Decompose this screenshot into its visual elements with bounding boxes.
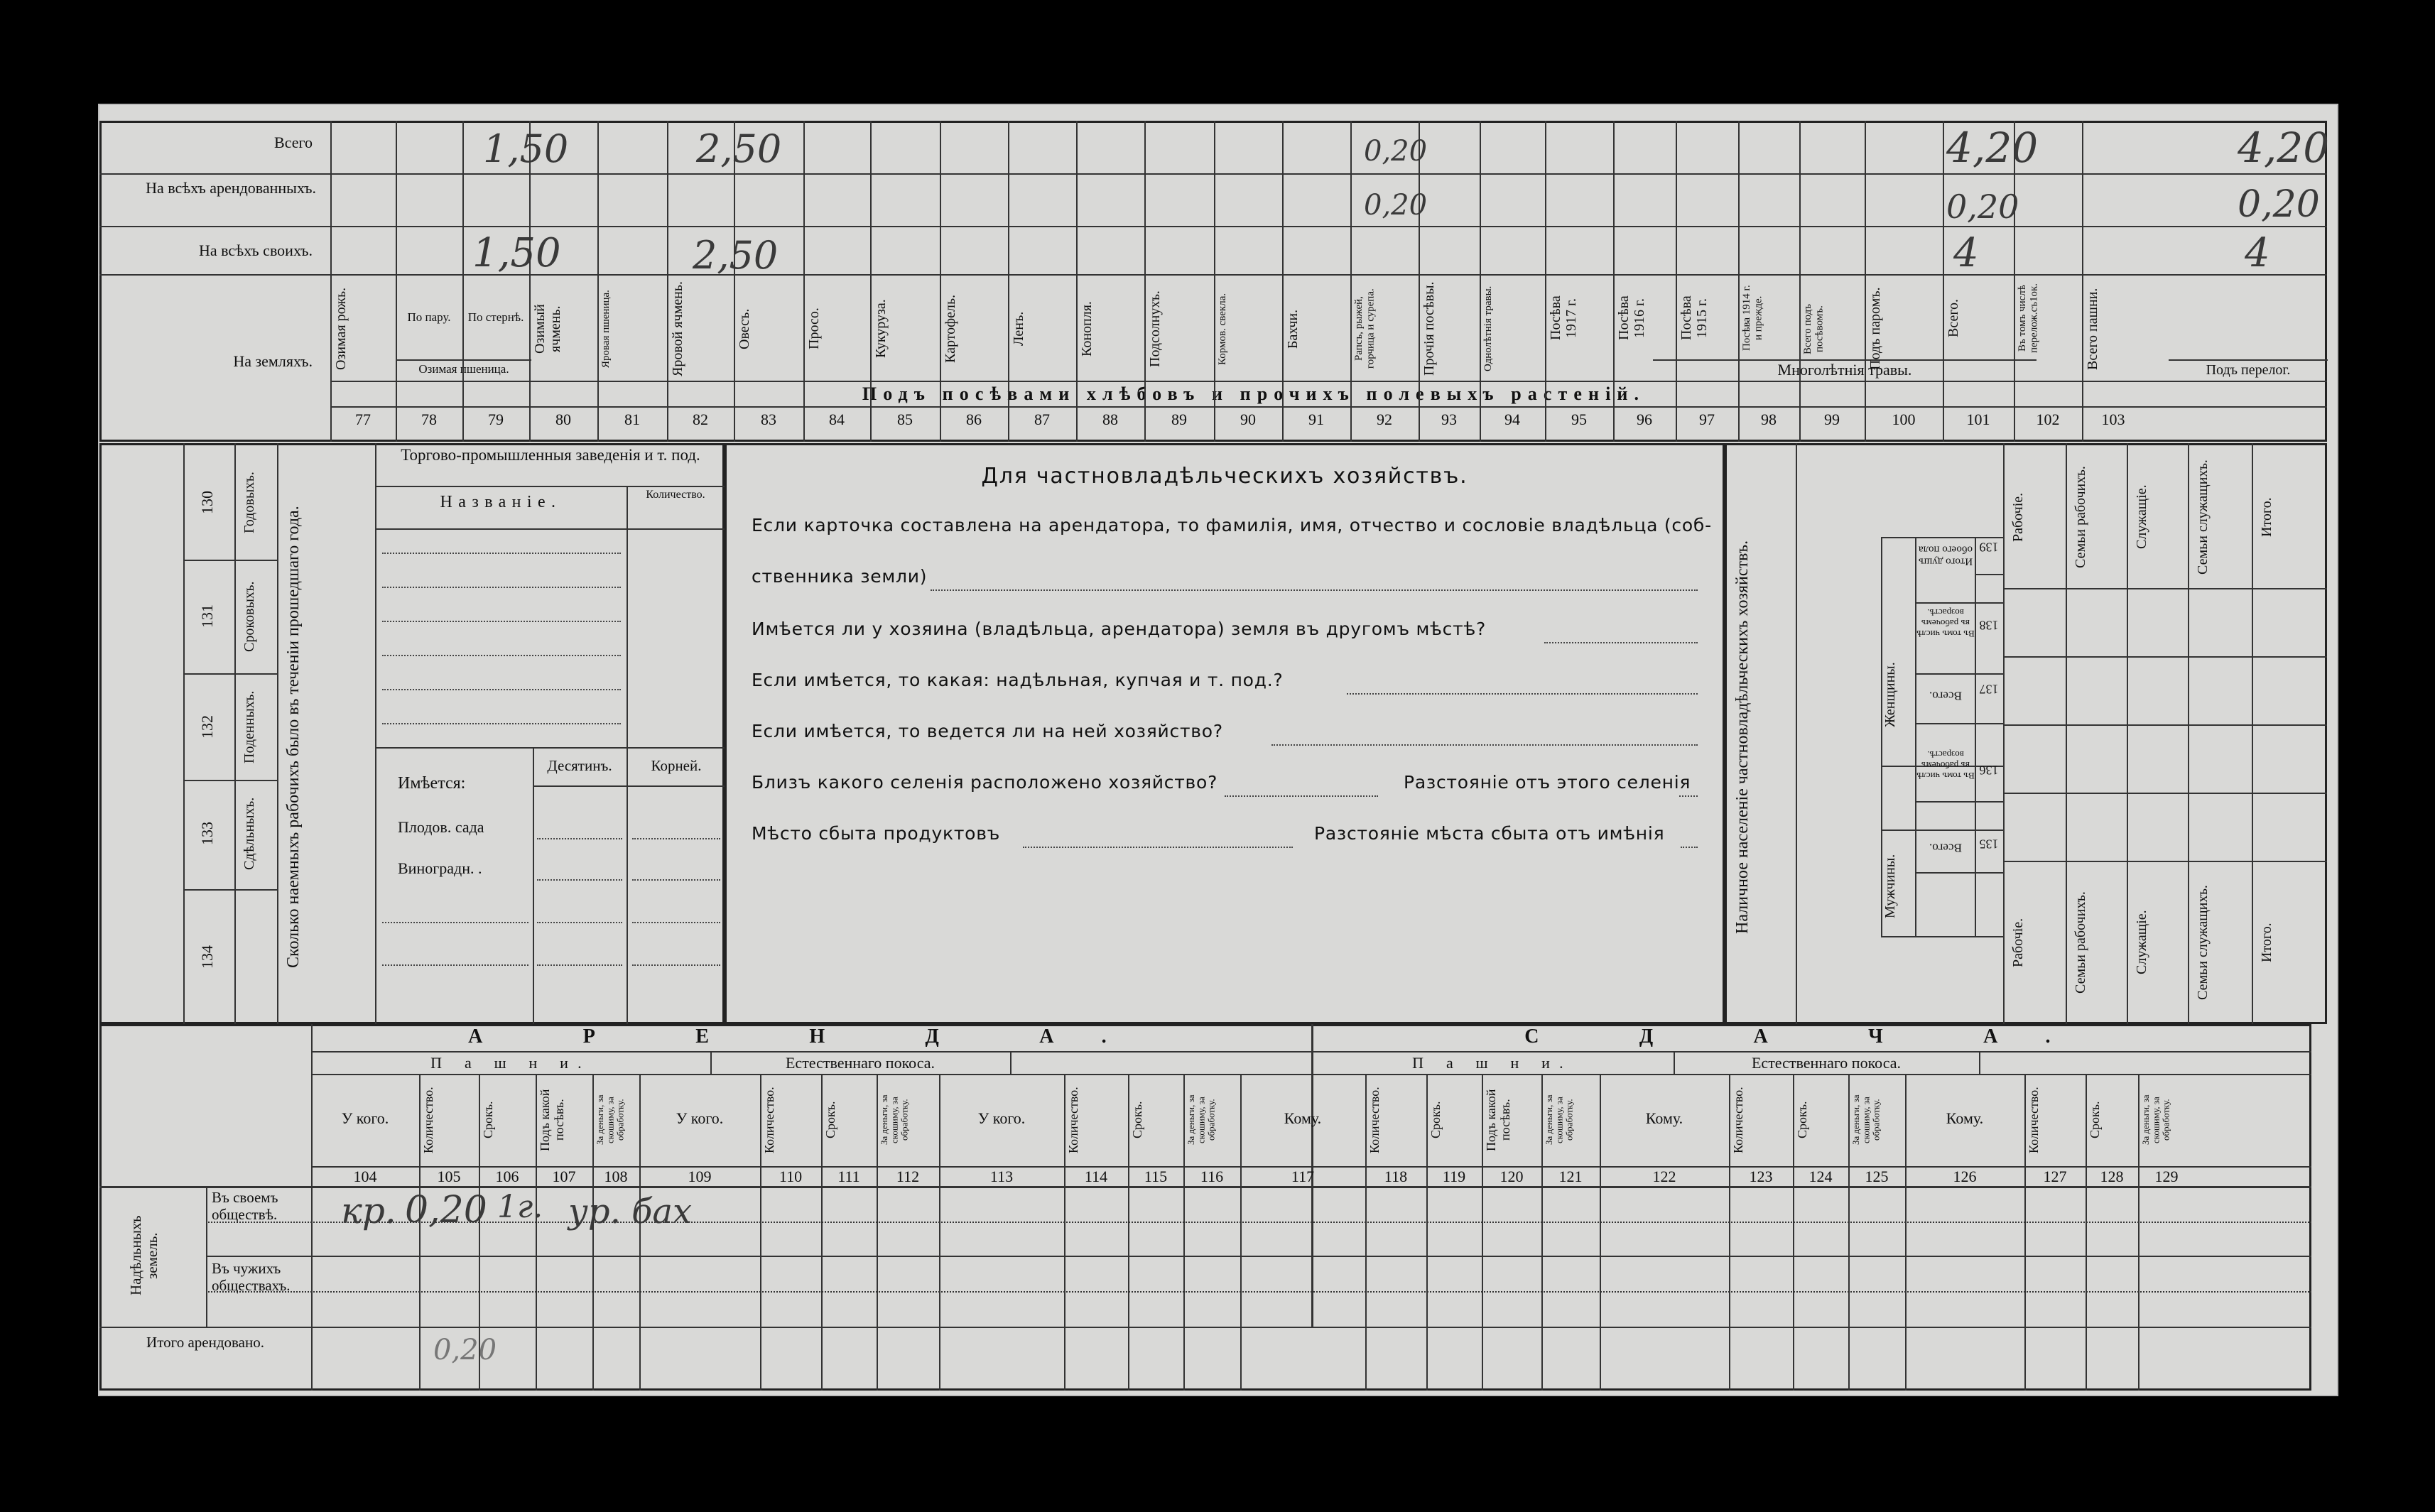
group-mnogoletnie: Многолѣтнія травы. — [1777, 361, 1912, 379]
row-label-rented: На всѣхъ арендованныхъ. — [146, 179, 316, 197]
lease-header-119: Срокъ. — [1428, 1101, 1443, 1139]
pop-col-workers-top: Рабочіе. — [2010, 492, 2026, 542]
lease-col-num-120: 120 — [1499, 1168, 1524, 1185]
lease-col-num-106: 106 — [495, 1168, 519, 1185]
crop-header-94: Однолѣтнія травы. — [1482, 285, 1494, 372]
crop-header-80: Озимый ячмень. — [532, 304, 563, 354]
lease-header-113: У кого. — [977, 1109, 1026, 1127]
pop-col-employee-families-bottom: Семьи служащихъ. — [2195, 885, 2211, 1000]
crop-col-num-89: 89 — [1171, 410, 1187, 428]
q-near-village: Близъ какого селенія расположено хозяйство? — [752, 772, 1218, 793]
hw-itogo-qty: 0,20 — [433, 1334, 497, 1366]
pop-women: Женщины. — [1882, 662, 1898, 727]
hw-own-yach: 2,50 — [693, 233, 779, 278]
row-label-own: На всѣхъ своихъ. — [199, 241, 313, 259]
lease-header-110: Количество. — [762, 1087, 776, 1153]
crop-header-101: Всего. — [1946, 298, 1961, 338]
lease-col-num-104: 104 — [353, 1168, 377, 1185]
lease-col-num-118: 118 — [1384, 1168, 1408, 1185]
lease-header-107: Подъ какой посѣвъ. — [538, 1089, 566, 1151]
hw-row1-kogo: кр. — [341, 1190, 396, 1231]
q-market: Мѣсто сбыта продуктовъ — [752, 823, 1001, 844]
crop-col-num-95: 95 — [1571, 410, 1587, 428]
lease-col-num-110: 110 — [779, 1168, 803, 1185]
hire-label-daily: Поденныхъ. — [242, 690, 257, 764]
crop-col-num-103: 103 — [2101, 410, 2125, 428]
hw-total-pashni: 4,20 — [2238, 124, 2330, 172]
crop-col-num-102: 102 — [2036, 410, 2060, 428]
pop-women-total: Всего. — [1929, 689, 1962, 703]
crop-col-num-97: 97 — [1699, 410, 1715, 428]
lease-col-num-123: 123 — [1749, 1168, 1773, 1185]
crop-col-num-77: 77 — [355, 410, 371, 428]
hw-total-yach: 2,50 — [696, 126, 782, 171]
crop-header-84: Просо. — [806, 308, 822, 350]
pop-num-139: 139 — [1979, 540, 1999, 555]
crop-header-92: Рапсъ, рыжей, горчица и сурепа. — [1353, 288, 1377, 369]
q-owner-line1: Если карточка составлена на арендатора, то фамилія, имя, отчество и сословіе владѣльца (соб- — [752, 515, 1712, 535]
crop-header-96: Посѣва 1916 г. — [1616, 295, 1647, 341]
group-nadel: Надѣльныхъ земель. — [127, 1215, 161, 1296]
group-perelog: Подъ перелог. — [2206, 362, 2291, 378]
imeetsya-label: Имѣется: — [398, 774, 466, 793]
hire-label-annual: Годовыхъ. — [242, 472, 257, 534]
crop-header-103: Всего пашни. — [2085, 288, 2100, 370]
lease-col-num-108: 108 — [604, 1168, 628, 1185]
pop-men-working: Въ томъ числѣ въ рабочемъ возрастѣ. — [1916, 749, 1975, 781]
lease-header-109: У кого. — [676, 1109, 724, 1127]
lease-col-num-126: 126 — [1953, 1168, 1977, 1185]
lease-col-num-111: 111 — [837, 1168, 860, 1185]
crop-header-86: Картофель. — [943, 294, 958, 364]
row-chuzh: Въ чужихъ обществахъ. — [212, 1260, 291, 1295]
crop-header-89: Подсолнухъ. — [1147, 290, 1163, 367]
lease-header-123: Количество. — [1731, 1087, 1745, 1153]
crop-header-81: Яровая пшеница. — [600, 290, 612, 368]
lease-col-num-124: 124 — [1808, 1168, 1833, 1185]
lease-col-num-115: 115 — [1144, 1168, 1168, 1185]
lease-col-num-112: 112 — [896, 1168, 920, 1185]
crop-col-num-99: 99 — [1824, 410, 1840, 428]
lease-header-106: Срокъ. — [481, 1101, 495, 1139]
crop-header-85: Кукуруза. — [873, 299, 889, 359]
lease-col-num-128: 128 — [2100, 1168, 2124, 1185]
row-label-on-lands: На земляхъ. — [233, 352, 313, 370]
lease-header-108: За деньги, за скошиму, за обработку. — [595, 1094, 626, 1146]
population-title: Наличное населеніе частновладѣльческихъ хозяйствъ. — [1733, 540, 1752, 935]
pop-itogo-label: Итого душъ обоего пола — [1918, 543, 1973, 567]
crop-col-num-100: 100 — [1892, 410, 1916, 428]
q-farming: Если имѣется, то ведется ли на ней хозяйство? — [752, 721, 1223, 741]
crop-col-num-91: 91 — [1308, 410, 1324, 428]
hire-num-132: 132 — [198, 715, 216, 739]
lease-col-num-117: 117 — [1291, 1168, 1315, 1185]
crop-header-77: Озимая рожь. — [333, 287, 349, 371]
pop-col-itogo-top: Итого. — [2259, 497, 2274, 537]
workers-trade-block — [99, 443, 725, 1024]
lease-header-122: Кому. — [1645, 1109, 1683, 1127]
hire-num-130: 130 — [198, 491, 216, 515]
crop-header-83: Овесъ. — [737, 308, 752, 349]
trade-qty-header: Количество. — [646, 489, 705, 501]
lease-header-115: Срокъ. — [1130, 1101, 1144, 1139]
row-itogo: Итого арендовано. — [146, 1334, 264, 1351]
crop-col-num-84: 84 — [829, 410, 845, 428]
crop-col-num-94: 94 — [1504, 410, 1520, 428]
hire-label-term: Сроковыхъ. — [242, 581, 257, 652]
crop-header-93: Прочія посѣвы. — [1421, 281, 1437, 376]
hw-row1-qty: 0,20 — [405, 1189, 487, 1231]
crop-header-90: Кормов. свекла. — [1217, 293, 1228, 365]
pop-col-itogo-bottom: Итого. — [2259, 923, 2274, 962]
lease-col-num-125: 125 — [1865, 1168, 1889, 1185]
lease-col-num-107: 107 — [552, 1168, 576, 1185]
crop-header-78: По пару. — [407, 310, 451, 324]
lease-col-num-109: 109 — [688, 1168, 712, 1185]
crop-col-num-92: 92 — [1377, 410, 1392, 428]
lease-header-120: Подъ какой посѣвъ. — [1484, 1089, 1512, 1151]
crop-band-title: Подъ посѣвами хлѣбовъ и прочихъ полевыхъ растеній. — [862, 384, 1646, 404]
crop-header-88: Конопля. — [1079, 301, 1095, 357]
q-owner-line2: ственника земли) — [752, 566, 928, 587]
crop-col-num-88: 88 — [1102, 410, 1118, 428]
q-other-land: Имѣется ли у хозяина (владѣльца, арендатора) земля въ другомъ мѣстѣ? — [752, 619, 1487, 639]
arenda-title: А Р Е Н Д А. — [468, 1026, 1154, 1048]
crop-col-num-101: 101 — [1966, 410, 1990, 428]
lease-header-105: Количество. — [421, 1087, 435, 1153]
hire-num-133: 133 — [198, 822, 216, 846]
lease-header-104: У кого. — [341, 1109, 389, 1127]
lease-col-num-122: 122 — [1652, 1168, 1676, 1185]
lease-header-112: За деньги, за скошиму, за обработку. — [879, 1094, 910, 1146]
hw-rented-vsego: 0,20 — [1946, 187, 2019, 226]
lease-group-pokos-3: Естественнаго покоса. — [1751, 1054, 1901, 1072]
lease-header-124: Срокъ. — [1795, 1101, 1809, 1139]
pop-col-workers-bottom: Рабочіе. — [2010, 918, 2026, 967]
lease-col-num-116: 116 — [1200, 1168, 1224, 1185]
lease-header-116: За деньги, за скошиму, за обработку. — [1186, 1094, 1217, 1146]
hw-row1-posev: ур. бах — [568, 1192, 693, 1231]
pop-women-working: Въ томъ числѣ въ рабочемъ возрастѣ. — [1916, 607, 1975, 639]
lease-group-pashni-2: П а ш н и. — [1412, 1054, 1573, 1072]
lease-col-num-121: 121 — [1558, 1168, 1583, 1185]
hire-num-131: 131 — [198, 604, 216, 629]
hire-label-piece: Сдѣльныхъ. — [242, 797, 257, 871]
sdacha-title: С Д А Ч А. — [1524, 1026, 2098, 1048]
hw-rented-pashni: 0,20 — [2238, 183, 2320, 226]
crop-col-num-83: 83 — [761, 410, 776, 428]
pop-num-136: 136 — [1979, 763, 1999, 778]
lease-header-129: За деньги, за скошиму, за обработку. — [2140, 1094, 2171, 1146]
lease-col-num-105: 105 — [437, 1168, 461, 1185]
lease-header-126: Кому. — [1946, 1109, 1984, 1127]
pop-col-employee-families-top: Семьи служащихъ. — [2195, 459, 2211, 575]
crop-header-98: Посѣва 1914 г. и прежде. — [1741, 285, 1764, 352]
lease-header-121: За деньги, за скошиму, за обработку. — [1544, 1094, 1575, 1146]
crop-col-num-98: 98 — [1761, 410, 1777, 428]
pop-col-worker-families-top: Семьи рабочихъ. — [2073, 466, 2088, 568]
vineyard-label: Виноградн. . — [398, 859, 482, 877]
hw-total-ozim: 1,50 — [483, 126, 569, 171]
hw-total-vsego: 4,20 — [1946, 124, 2039, 172]
crop-col-num-81: 81 — [624, 410, 640, 428]
pop-col-employees-top: Служащіе. — [2134, 484, 2149, 550]
trade-name-header: Названіе. — [440, 493, 562, 511]
crop-header-99: Всего подъ посѣвомъ. — [1802, 303, 1826, 354]
lease-header-111: Срокъ. — [823, 1101, 837, 1139]
hw-own-ozim: 1,50 — [472, 230, 561, 276]
lease-header-128: Срокъ. — [2088, 1101, 2102, 1139]
trade-title: Торгово-промышленныя заведенія и т. под. — [401, 446, 700, 464]
crop-col-num-90: 90 — [1240, 410, 1256, 428]
hw-total-bahchi: 0,20 — [1364, 135, 1428, 168]
row-label-total: Всего — [274, 134, 313, 151]
lease-group-pokos-1: Естественнаго покоса. — [785, 1054, 935, 1072]
hw-own-vsego: 4 — [1953, 230, 1979, 276]
hire-num-134: 134 — [198, 945, 216, 969]
row-svoem: Въ своемъ обществѣ. — [212, 1189, 278, 1224]
lease-group-pashni-0: П а ш н и. — [430, 1054, 591, 1072]
lease-header-114: Количество. — [1066, 1087, 1080, 1153]
q-market-distance: Разстояніе мѣста сбыта отъ имѣнія — [1314, 823, 1665, 844]
q-land-type: Если имѣется, то какая: надѣльная, купчая и т. под.? — [752, 670, 1284, 690]
lease-col-num-129: 129 — [2154, 1168, 2179, 1185]
lease-header-127: Количество. — [2027, 1087, 2041, 1153]
pop-num-137: 137 — [1979, 682, 1999, 697]
lease-header-117: Кому. — [1284, 1109, 1322, 1127]
crop-header-97: Посѣва 1915 г. — [1679, 295, 1710, 341]
orchard-label: Плодов. сада — [398, 818, 484, 836]
hire-title: Сколько наемныхъ рабочихъ было въ теченіи прошедшаго года. — [284, 506, 303, 969]
pop-col-worker-families-bottom: Семьи рабочихъ. — [2073, 891, 2088, 994]
lease-header-118: Количество. — [1367, 1087, 1382, 1153]
pop-men: Мужчины. — [1882, 854, 1898, 919]
lease-col-num-113: 113 — [989, 1168, 1014, 1185]
pop-num-135: 135 — [1979, 837, 1999, 852]
lease-col-num-119: 119 — [1442, 1168, 1466, 1185]
crop-col-num-85: 85 — [897, 410, 913, 428]
pop-col-employees-bottom: Служащіе. — [2134, 910, 2149, 975]
pop-men-total: Всего. — [1929, 841, 1962, 855]
hw-own-pashni: 4 — [2245, 230, 2270, 276]
crop-col-num-78: 78 — [421, 410, 437, 428]
lease-header-125: За деньги, за скошиму, за обработку. — [1850, 1094, 1882, 1146]
desyatin-header: Десятинъ. — [547, 757, 612, 774]
crop-col-num-79: 79 — [488, 410, 504, 428]
korney-header: Корней. — [651, 757, 702, 774]
hw-row1-srok: 1г. — [497, 1189, 543, 1225]
hw-rented-bahchi: 0,20 — [1364, 189, 1428, 222]
lease-col-num-127: 127 — [2043, 1168, 2067, 1185]
crop-col-num-96: 96 — [1637, 410, 1652, 428]
crop-col-num-80: 80 — [555, 410, 571, 428]
crop-col-num-93: 93 — [1441, 410, 1457, 428]
census-card — [99, 105, 2337, 1395]
crop-col-num-86: 86 — [966, 410, 982, 428]
q-village-distance: Разстояніе отъ этого селенія — [1404, 772, 1691, 793]
crop-header-102: Въ томъ числѣ перелож.съ1ок. — [2017, 283, 2040, 354]
crop-header-100: Подъ паромъ. — [1867, 287, 1883, 371]
lease-col-num-114: 114 — [1084, 1168, 1108, 1185]
crop-header-87: Ленъ. — [1011, 311, 1026, 347]
pop-num-138: 138 — [1979, 618, 1999, 633]
private-title: Для частновладѣльческихъ хозяйствъ. — [981, 464, 1468, 489]
crop-header-95: Посѣва 1917 г. — [1548, 295, 1579, 341]
crop-header-91: Бахчи. — [1285, 309, 1301, 349]
crop-header-79: По стернѣ. — [467, 310, 524, 324]
crop-col-num-82: 82 — [693, 410, 708, 428]
group-ozimaya-pshenitsa: Озимая пшеница. — [418, 362, 509, 376]
crop-col-num-87: 87 — [1034, 410, 1050, 428]
crop-header-82: Яровой ячмень. — [670, 281, 685, 376]
